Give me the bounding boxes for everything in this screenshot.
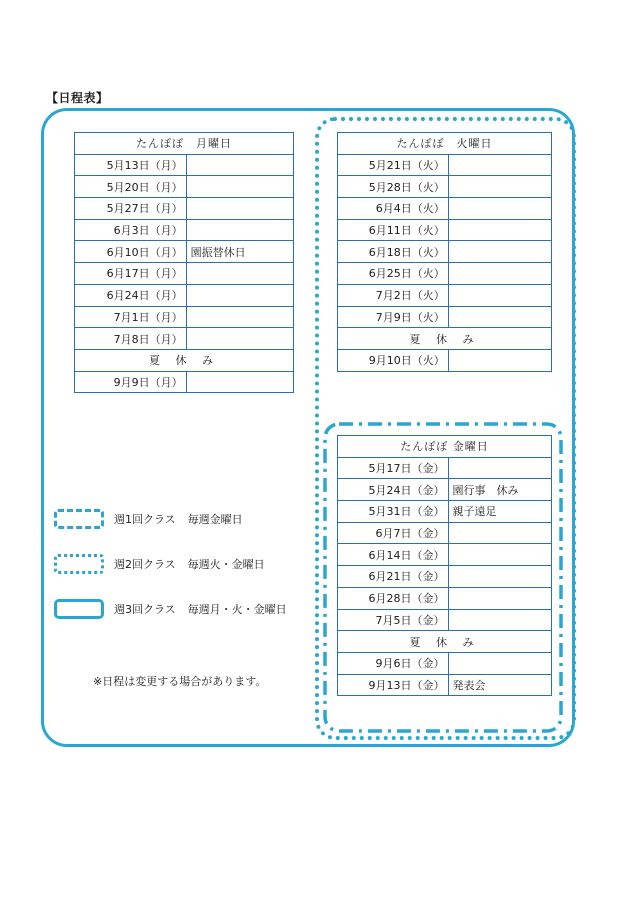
date-cell: 9月9日（月） (75, 371, 187, 393)
date-cell: 6月17日（月） (75, 263, 187, 285)
note-cell (448, 263, 551, 285)
table-row (75, 219, 294, 241)
table-row (338, 587, 552, 609)
date-cell: 5月21日（火） (338, 154, 449, 176)
table-row (338, 479, 552, 501)
dotted-swatch-icon (54, 554, 104, 574)
note-cell (448, 566, 551, 588)
note-cell (186, 328, 293, 350)
note-cell: 発表会 (448, 674, 551, 696)
table-row (75, 154, 294, 176)
dashdot-swatch-icon (54, 509, 104, 529)
date-cell: 6月25日（火） (338, 263, 449, 285)
note-cell (448, 284, 551, 306)
date-cell: 5月20日（月） (75, 176, 187, 198)
legend-days: 毎週金曜日 (187, 513, 243, 526)
note-cell (448, 241, 551, 263)
date-cell: 7月8日（月） (75, 328, 187, 350)
note-cell (448, 522, 551, 544)
table-row (338, 609, 552, 631)
note-cell (448, 154, 551, 176)
date-cell: 6月24日（月） (75, 284, 187, 306)
note-cell (186, 284, 293, 306)
table-row (338, 457, 552, 479)
date-cell: 7月5日（金） (338, 609, 449, 631)
note-cell (448, 176, 551, 198)
table-row (75, 306, 294, 328)
date-cell: 7月1日（月） (75, 306, 187, 328)
legend-days: 毎週月・火・金曜日 (187, 603, 287, 616)
summer-break-label: 夏 休 み (338, 328, 552, 350)
summer-break-label: 夏 休 み (338, 631, 552, 653)
note-cell (186, 263, 293, 285)
date-cell: 6月7日（金） (338, 522, 449, 544)
note-cell (448, 587, 551, 609)
legend-days: 毎週火・金曜日 (187, 558, 265, 571)
table-row (75, 176, 294, 198)
legend-class: 週2回クラス (114, 558, 176, 571)
note-cell (186, 154, 293, 176)
table-row (75, 328, 294, 350)
date-cell: 6月10日（月） (75, 241, 187, 263)
note-cell: 親子遠足 (448, 501, 551, 523)
note-cell (448, 457, 551, 479)
date-cell: 5月24日（金） (338, 479, 449, 501)
legend-class: 週1回クラス (114, 513, 176, 526)
date-cell: 6月3日（月） (75, 219, 187, 241)
table-row (338, 241, 552, 263)
legend-once-weekly (54, 505, 243, 533)
monday-schedule-table (74, 132, 294, 393)
table-title: たんぽぽ 火曜日 (338, 133, 552, 155)
table-row (338, 198, 552, 220)
date-cell: 9月10日（火） (338, 349, 449, 371)
friday-schedule-table (337, 435, 552, 696)
date-cell: 7月9日（火） (338, 306, 449, 328)
legend-class: 週3回クラス (114, 603, 176, 616)
date-cell: 5月27日（月） (75, 198, 187, 220)
date-cell: 6月4日（火） (338, 198, 449, 220)
date-cell: 6月18日（火） (338, 241, 449, 263)
note-cell: 園振替休日 (186, 241, 293, 263)
date-cell: 6月14日（金） (338, 544, 449, 566)
table-header-row (338, 133, 552, 155)
table-row (338, 219, 552, 241)
table-row (338, 284, 552, 306)
table-row (338, 522, 552, 544)
date-cell: 6月28日（金） (338, 587, 449, 609)
solid-swatch-icon (54, 599, 104, 619)
note-cell (448, 349, 551, 371)
note-cell (186, 198, 293, 220)
note-cell (448, 652, 551, 674)
summer-break-row (75, 349, 294, 371)
table-row (75, 371, 294, 393)
date-cell: 5月13日（月） (75, 154, 187, 176)
note-cell (186, 306, 293, 328)
note-cell (186, 219, 293, 241)
table-row (338, 306, 552, 328)
note-cell (448, 219, 551, 241)
table-header-row (75, 133, 294, 155)
table-row (338, 154, 552, 176)
date-cell: 9月6日（金） (338, 652, 449, 674)
tuesday-schedule-table (337, 132, 552, 372)
date-cell: 5月28日（火） (338, 176, 449, 198)
summer-break-row (338, 328, 552, 350)
schedule-heading: 【日程表】 (46, 91, 109, 105)
note-cell (448, 306, 551, 328)
table-row (75, 198, 294, 220)
table-row (338, 349, 552, 371)
note-cell: 園行事 休み (448, 479, 551, 501)
date-cell: 9月13日（金） (338, 674, 449, 696)
date-cell: 6月11日（火） (338, 219, 449, 241)
date-cell: 7月2日（火） (338, 284, 449, 306)
table-row (338, 566, 552, 588)
table-row (338, 674, 552, 696)
table-row (338, 652, 552, 674)
table-row (338, 544, 552, 566)
table-header-row (338, 436, 552, 458)
note-cell (448, 198, 551, 220)
table-title: たんぽぽ 月曜日 (75, 133, 294, 155)
table-row (338, 176, 552, 198)
note-cell (448, 544, 551, 566)
change-notice: ※日程は変更する場合があります。 (93, 675, 267, 688)
date-cell: 6月21日（金） (338, 566, 449, 588)
summer-break-label: 夏 休 み (75, 349, 294, 371)
table-row (75, 263, 294, 285)
table-row (75, 241, 294, 263)
table-row (338, 501, 552, 523)
legend-three-weekly (54, 595, 287, 623)
table-row (75, 284, 294, 306)
legend-twice-weekly (54, 550, 265, 578)
note-cell (186, 176, 293, 198)
date-cell: 5月17日（金） (338, 457, 449, 479)
table-title: たんぽぽ 金曜日 (338, 436, 552, 458)
table-row (338, 263, 552, 285)
date-cell: 5月31日（金） (338, 501, 449, 523)
note-cell (448, 609, 551, 631)
note-cell (186, 371, 293, 393)
summer-break-row (338, 631, 552, 653)
